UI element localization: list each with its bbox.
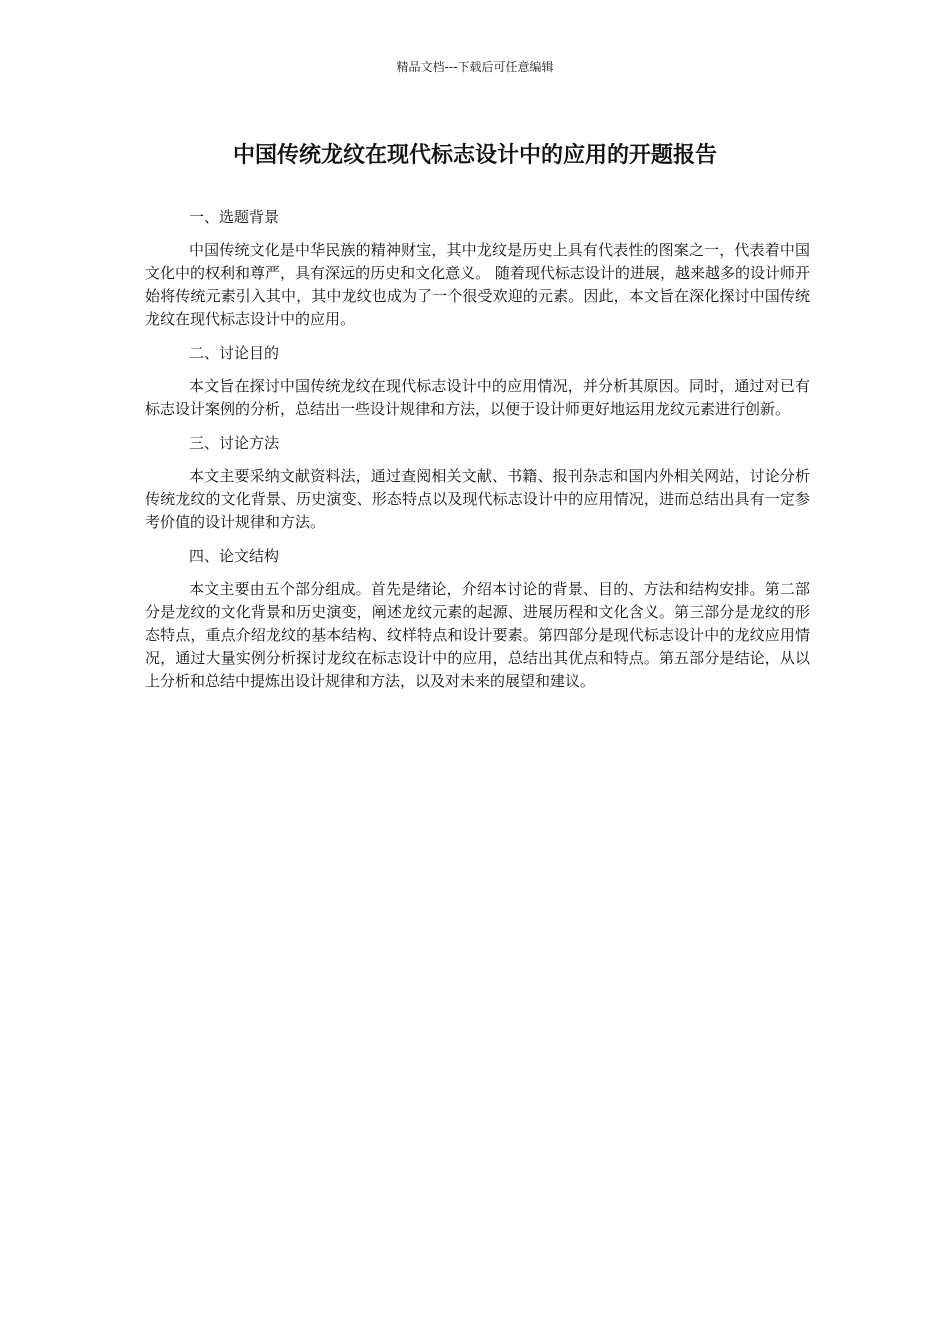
section-background — [145, 206, 810, 331]
section-paragraph: 本文主要采纳文献资料法，通过查阅相关文献、书籍、报刊杂志和国内外相关网站，讨论分析传统龙纹的文化背景、历史演变、形态特点以及现代标志设计中的应用情况，进而总结出具有一定参考价值的设计规律和方法。 — [145, 467, 810, 531]
section-paragraph: 中国传统文化是中华民族的精神财宝，其中龙纹是历史上具有代表性的图案之一，代表着中国文化中的权利和尊严，具有深远的历史和文化意义。 随着现代标志设计的进展，越来越多的设计师开始将传统元素引入其中，其中龙纹也成为了一个很受欢迎的元素。因此，本文旨在深化探讨中国传统龙纹在现代标志设计中的应用。 — [145, 241, 810, 328]
header-note: 精品文档---下载后可任意编辑 — [396, 60, 554, 74]
document-body — [145, 206, 810, 704]
section-heading: 四、论文结构 — [189, 547, 280, 565]
section-purpose — [145, 342, 810, 421]
section-paragraph: 本文主要由五个部分组成。首先是绪论，介绍本讨论的背景、目的、方法和结构安排。第二部分是龙纹的文化背景和历史演变，阐述龙纹元素的起源、进展历程和文化含义。第三部分是龙纹的形态特点，重点介绍龙纹的基本结构、纹样特点和设计要素。第四部分是现代标志设计中的龙纹应用情况，通过大量实例分析探讨龙纹在标志设计中的应用，总结出其优点和特点。第五部分是结论，从以上分析和总结中提炼出设计规律和方法，以及对未来的展望和建议。 — [145, 580, 810, 690]
section-structure — [145, 545, 810, 693]
section-heading: 三、讨论方法 — [189, 434, 280, 452]
section-paragraph: 本文旨在探讨中国传统龙纹在现代标志设计中的应用情况，并分析其原因。同时，通过对已有标志设计案例的分析，总结出一些设计规律和方法，以便于设计师更好地运用龙纹元素进行创新。 — [145, 377, 810, 418]
section-heading: 一、选题背景 — [189, 208, 280, 226]
section-method — [145, 432, 810, 534]
section-heading: 二、讨论目的 — [189, 344, 280, 362]
document-title: 中国传统龙纹在现代标志设计中的应用的开题报告 — [232, 143, 717, 168]
